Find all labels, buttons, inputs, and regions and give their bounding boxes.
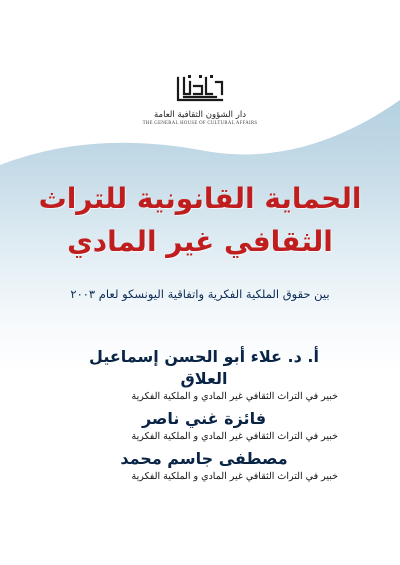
book-title-line-2: الثقافي غير المادي [67, 225, 333, 258]
author-role: خبير في التراث الثقافي غير المادي و الملكية الفكرية [131, 471, 338, 482]
publisher-block [0, 74, 400, 126]
author-name: أ. د. علاء أبو الحسن إسماعيل العلاق [89, 347, 319, 388]
publisher-logo-icon [175, 74, 225, 104]
author-name: فائزة غني ناصر [141, 409, 267, 428]
book-title-line-1: الحماية القانونية للتراث [38, 182, 362, 215]
publisher-name-english: THE GENERAL HOUSE OF CULTURAL AFFAIRS [142, 121, 258, 126]
authors-list [70, 346, 338, 488]
author-role: خبير في التراث الثقافي غير المادي و الملكية الفكرية [131, 431, 338, 442]
publisher-name-arabic: دار الشؤون الثقافية العامة [154, 110, 246, 120]
author-role: خبير في التراث الثقافي غير المادي و الملكية الفكرية [131, 391, 338, 402]
author-name: مصطفى جاسم محمد [120, 449, 288, 468]
book-subtitle: بين حقوق الملكية الفكرية واتفاقية اليونسكو لعام ٢٠٠٣ [70, 287, 330, 301]
